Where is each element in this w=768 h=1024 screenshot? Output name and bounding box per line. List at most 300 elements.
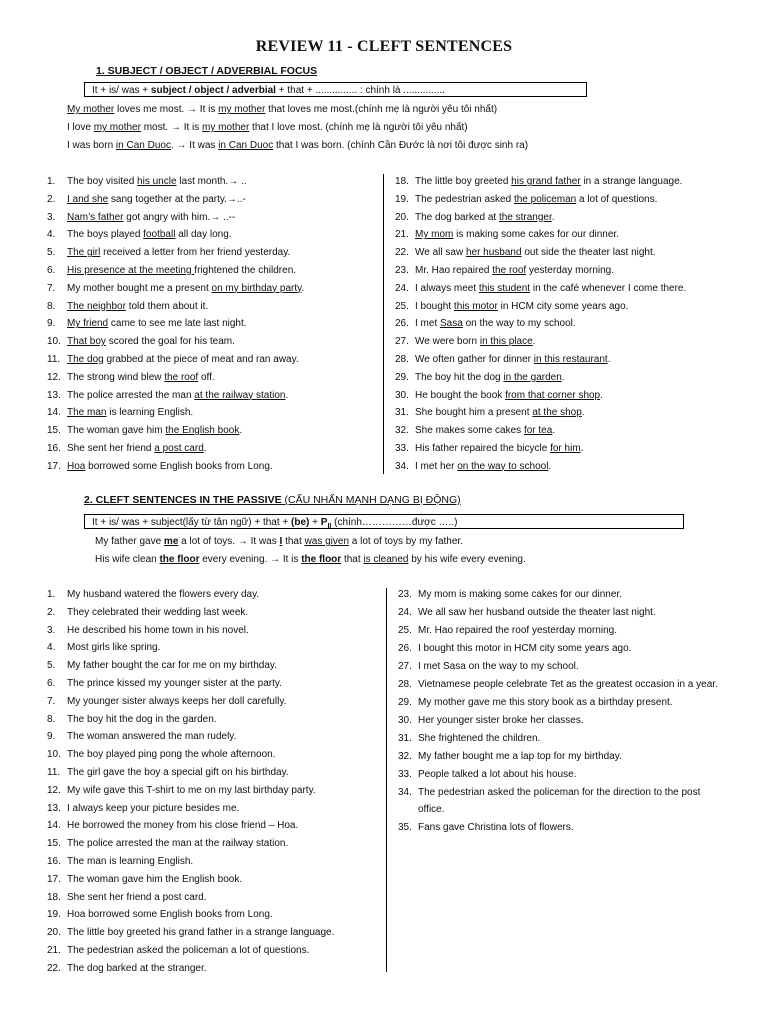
item-number: 29.: [395, 371, 409, 383]
exercise-item: [395, 440, 735, 458]
item-number: 15.: [47, 425, 61, 437]
item-text: The little boy greeted his grand father in a strange language.: [67, 927, 335, 939]
item-focus: I and she: [67, 193, 109, 205]
item-text: We all saw her husband outside the theater last night.: [418, 607, 656, 618]
ex-underline: my mother: [218, 104, 266, 115]
ex-text: I was born: [67, 140, 116, 151]
formula-focus: subject / object / adverbial: [150, 85, 276, 96]
formula-pii: [321, 517, 332, 528]
item-text: all day long.: [175, 229, 232, 241]
item-text: The boy hit the dog: [415, 371, 504, 383]
item-number: 11.: [47, 353, 61, 365]
item-number: 16.: [47, 855, 61, 867]
section2-heading: [84, 494, 461, 506]
ex-text: loves me most. → It is: [114, 104, 219, 115]
item-number: 30.: [398, 715, 412, 726]
example-3: [67, 139, 528, 153]
item-number: 28.: [398, 679, 412, 690]
section2-heading-note: (CẤU NHẤN MẠNH DẠNG BỊ ĐỘNG): [281, 494, 461, 506]
item-focus: for him: [550, 442, 581, 454]
exercise-item: [47, 728, 377, 746]
item-number: 10.: [47, 749, 61, 761]
item-text: My mother gave me this story book as a birthday present.: [418, 697, 673, 708]
exercise-item: [47, 458, 377, 476]
section1-heading: 1. SUBJECT / OBJECT / ADVERBIAL FOCUS: [96, 65, 318, 77]
item-number: 5.: [47, 660, 56, 672]
exercise-item: [47, 351, 377, 369]
item-focus: The neighbor: [67, 300, 126, 312]
item-number: 15.: [47, 838, 61, 850]
item-text: My husband watered the flowers every day.: [67, 589, 260, 600]
exercise-item: [398, 730, 738, 748]
item-text: My mom is making some cakes for our dinner.: [418, 589, 622, 600]
ex-text: that I was born. (chính Cần Đước là nơi tôi được sinh ra): [273, 140, 529, 151]
ex-underline: in Can Duoc: [115, 140, 171, 151]
item-number: 13.: [47, 389, 61, 401]
item-text: She makes some cakes: [415, 425, 524, 437]
exercise-item: [395, 298, 735, 316]
item-number: 8.: [47, 300, 56, 312]
item-text: His father repaired the bicycle: [415, 442, 551, 454]
item-number: 34.: [398, 787, 412, 798]
ex-underline: my mother: [202, 122, 250, 133]
item-text: We all saw: [415, 247, 466, 259]
exercise-item: [395, 422, 735, 440]
exercise-item: [47, 639, 377, 657]
item-number: 22.: [395, 247, 409, 259]
item-focus: the English book: [165, 425, 240, 437]
section1-right-list: [395, 173, 735, 476]
item-text: in HCM city some years ago.: [497, 300, 629, 312]
item-focus: his grand father: [511, 176, 581, 187]
item-text: The man is learning English.: [67, 855, 194, 867]
item-text: My father bought the car for me on my birthday.: [67, 660, 277, 672]
item-text: .: [607, 353, 611, 365]
ex-underline: my mother: [93, 122, 141, 133]
item-focus: Hoa: [67, 460, 86, 472]
formula-be: (be): [291, 517, 310, 528]
item-focus: My mom: [415, 229, 454, 241]
exercise-item: [47, 924, 377, 942]
item-number: 27.: [398, 661, 412, 672]
item-text: The woman gave him the English book.: [67, 873, 243, 885]
item-text: The pedestrian asked: [415, 193, 514, 205]
item-text: off.: [198, 371, 215, 383]
exercise-item: [47, 711, 377, 729]
item-number: 6.: [47, 677, 56, 689]
exercise-item: [398, 819, 738, 837]
item-text: received a letter from her friend yesterday.: [100, 247, 291, 259]
ex-text: I love: [67, 122, 94, 133]
item-focus: in this place: [479, 336, 533, 348]
item-text: grabbed at the piece of meat and ran away.: [103, 353, 299, 365]
item-focus: this motor: [453, 300, 498, 312]
item-number: 8.: [47, 713, 56, 725]
item-text: out side the theater last night.: [521, 247, 656, 259]
item-number: 7.: [47, 695, 56, 707]
item-text: My father bought me a lap top for my birthday.: [418, 751, 622, 762]
item-number: 10.: [47, 336, 61, 348]
ex-text: that: [341, 554, 364, 565]
exercise-item: [47, 906, 377, 924]
ex-text: that I love most. (chính mẹ là người tôi yêu nhất): [249, 122, 468, 133]
formula-part: It + is/ was + subject(lấy từ tân ngữ) + that +: [92, 517, 292, 528]
item-number: 26.: [395, 318, 409, 330]
item-focus: That boy: [67, 336, 106, 348]
exercise-item: [395, 262, 735, 280]
exercise-item: [395, 369, 735, 387]
item-number: 24.: [398, 607, 412, 618]
exercise-item: [47, 315, 377, 333]
item-text: The girl gave the boy a special gift on his birthday.: [67, 766, 289, 778]
ex-bold-underline: me: [163, 536, 179, 547]
ex-text: His wife clean: [95, 554, 160, 565]
item-text: .: [548, 460, 552, 472]
item-text: The prince kissed my younger sister at the party.: [67, 677, 282, 689]
item-text: He bought the book: [415, 389, 506, 401]
ex-text: by his wife every evening.: [408, 554, 526, 565]
item-text: Most girls like spring.: [67, 642, 161, 654]
item-text: The pedestrian asked the policeman a lot of questions.: [67, 944, 310, 956]
item-number: 20.: [395, 211, 409, 223]
exercise-item: [395, 458, 735, 476]
item-focus: football: [143, 229, 176, 241]
item-number: 21.: [47, 944, 61, 956]
exercise-item: [47, 333, 377, 351]
exercise-item: [47, 173, 377, 191]
item-text: She frightened the children.: [418, 733, 541, 744]
item-text: The police arrested the man: [67, 389, 195, 401]
item-text: We were born: [415, 336, 480, 348]
exercise-item: [47, 586, 377, 604]
item-text: I bought this motor in HCM city some years ago.: [418, 643, 632, 654]
item-number: 23.: [395, 264, 409, 276]
item-text: The pedestrian asked the policeman for the direction to the post office.: [418, 787, 701, 815]
exercise-item: [395, 280, 735, 298]
item-focus: His presence at the meeting: [67, 264, 195, 276]
item-text: I met Sasa on the way to my school.: [418, 661, 579, 672]
ex-text: that loves me most.(chính mẹ là người yêu tôi nhất): [265, 104, 498, 115]
item-focus: My friend: [67, 318, 109, 330]
example-1: [67, 103, 497, 117]
item-text: The boys played: [67, 229, 144, 241]
item-text: .: [581, 407, 585, 419]
item-focus: The girl: [67, 247, 101, 259]
item-text: sang together at the party.→..-: [108, 193, 246, 205]
item-focus: Sasa: [440, 318, 463, 330]
item-text: I met: [415, 318, 441, 330]
item-number: 22.: [47, 962, 61, 974]
item-number: 3.: [47, 624, 56, 636]
item-text: Mr. Hao repaired: [415, 264, 493, 276]
item-text: I always keep your picture besides me.: [67, 802, 240, 814]
section2-left-list: [47, 586, 377, 978]
item-number: 11.: [47, 766, 61, 778]
item-number: 7.: [47, 282, 56, 294]
ex-text: most. → It is: [140, 122, 203, 133]
item-number: 20.: [47, 927, 61, 939]
exercise-item: [395, 226, 735, 244]
item-number: 17.: [47, 460, 61, 472]
exercise-item: [398, 586, 738, 604]
item-text: .: [580, 442, 584, 454]
item-focus: the roof: [164, 371, 199, 383]
item-number: 17.: [47, 873, 61, 885]
item-number: 24.: [395, 282, 409, 294]
item-text: The little boy greeted: [415, 176, 512, 187]
section2-right-list: [398, 586, 738, 837]
item-number: 33.: [395, 442, 409, 454]
item-number: 1.: [47, 176, 56, 187]
formula-part: +: [309, 517, 321, 528]
column-divider: [383, 174, 384, 474]
exercise-item: [47, 404, 377, 422]
item-number: 28.: [395, 353, 409, 365]
exercise-item: [47, 280, 377, 298]
exercise-item: [47, 657, 377, 675]
item-text: The dog barked at: [415, 211, 499, 223]
exercise-item: [395, 191, 735, 209]
ex-text: . → It was: [170, 140, 219, 151]
exercise-item: [47, 853, 377, 871]
item-number: 6.: [47, 264, 56, 276]
ex-underline: is cleaned: [363, 554, 409, 565]
item-text: Fans gave Christina lots of flowers.: [418, 822, 574, 833]
item-text: I always meet: [415, 282, 479, 294]
item-number: 13.: [47, 802, 61, 814]
formula-part: + that + ............... : chính là ...............: [275, 85, 445, 96]
item-text: I met her: [415, 460, 458, 472]
item-focus: the policeman: [513, 193, 577, 205]
item-focus: The man: [67, 407, 107, 419]
exercise-item: [398, 784, 718, 819]
section2-heading-title: 2. CLEFT SENTENCES IN THE PASSIVE: [84, 494, 282, 506]
exercise-item: [395, 387, 735, 405]
item-number: 9.: [47, 318, 56, 330]
item-number: 2.: [47, 606, 56, 618]
item-text: .: [203, 442, 207, 454]
item-focus: at the shop: [532, 407, 582, 419]
item-text: .: [600, 389, 603, 401]
item-text: frightened the children.: [194, 264, 297, 276]
item-number: 4.: [47, 229, 56, 241]
passive-example-2: [95, 553, 526, 567]
example-2: [67, 121, 468, 135]
item-text: is making some cakes for our dinner.: [453, 229, 619, 241]
item-text: in a strange language.: [580, 176, 683, 187]
item-text: My wife gave this T-shirt to me on my last birthday party.: [67, 784, 316, 796]
item-text: She bought him a present: [415, 407, 533, 419]
column-divider: [386, 588, 387, 972]
ex-underline: was given: [304, 536, 350, 547]
exercise-item: [47, 440, 377, 458]
item-focus: The dog: [67, 353, 104, 365]
exercise-item: [47, 262, 377, 280]
ex-underline: My mother: [67, 104, 115, 115]
item-number: 21.: [395, 229, 409, 241]
item-text: I bought: [415, 300, 454, 312]
item-number: 35.: [398, 822, 412, 833]
item-number: 27.: [395, 336, 409, 348]
exercise-item: [47, 835, 377, 853]
exercise-item: [47, 960, 377, 978]
item-text: The dog barked at the stranger.: [67, 962, 207, 974]
item-text: Hoa borrowed some English books from Long.: [67, 909, 273, 921]
exercise-item: [47, 764, 377, 782]
item-number: 25.: [398, 625, 412, 636]
ex-text: that: [282, 536, 305, 547]
item-text: People talked a lot about his house.: [418, 769, 577, 780]
item-text: .: [561, 371, 565, 383]
item-focus: from that corner shop: [505, 389, 601, 401]
exercise-item: [47, 942, 377, 960]
item-text: The police arrested the man at the railway station.: [67, 838, 289, 850]
exercise-item: [47, 209, 377, 227]
exercise-item: [395, 209, 735, 227]
exercise-item: [398, 622, 738, 640]
item-text: .: [532, 336, 536, 348]
exercise-item: [47, 675, 377, 693]
item-number: 4.: [47, 642, 56, 654]
exercise-item: [47, 244, 377, 262]
item-number: 3.: [47, 211, 56, 223]
item-focus: for tea: [523, 425, 553, 437]
item-text: .: [285, 389, 289, 401]
item-text: She sent her friend: [67, 442, 155, 454]
item-text: told them about it.: [125, 300, 209, 312]
item-text: Vietnamese people celebrate Tet as the greatest occasion in a year.: [418, 679, 718, 690]
ex-text: every evening. → It is: [199, 554, 302, 565]
item-text: got angry with him.→ ..--: [123, 211, 236, 223]
item-text: came to see me late last night.: [108, 318, 247, 330]
item-number: 23.: [398, 589, 412, 600]
item-number: 12.: [47, 371, 61, 383]
item-focus: at the railway station: [194, 389, 286, 401]
ex-underline: in Can Duoc: [218, 140, 274, 151]
exercise-item: [395, 333, 735, 351]
exercise-item: [398, 604, 738, 622]
exercise-item: [47, 622, 377, 640]
item-focus: in this restaurant: [533, 353, 608, 365]
section2-formula: [84, 514, 684, 529]
item-text: a lot of questions.: [576, 193, 658, 205]
exercise-item: [47, 693, 377, 711]
item-number: 32.: [398, 751, 412, 762]
item-text: on the way to my school.: [462, 318, 576, 330]
exercise-item: [47, 422, 377, 440]
item-number: 31.: [395, 407, 409, 419]
item-text: Her younger sister broke her classes.: [418, 715, 584, 726]
ex-text: a lot of toys. → It was: [178, 536, 280, 547]
exercise-item: [47, 298, 377, 316]
item-text: She sent her friend a post card.: [67, 891, 207, 903]
exercise-item: [47, 369, 377, 387]
exercise-item: [47, 817, 377, 835]
item-text: The strong wind blew: [67, 371, 165, 383]
item-number: 25.: [395, 300, 409, 312]
exercise-item: [398, 766, 738, 784]
exercise-item: [47, 604, 377, 622]
exercise-item: [395, 404, 735, 422]
item-number: 18.: [47, 891, 61, 903]
item-number: 30.: [395, 389, 409, 401]
formula-part: (chính……………được …..): [331, 517, 458, 528]
item-focus: this student: [478, 282, 531, 294]
item-text: The woman answered the man rudely.: [67, 731, 237, 743]
item-number: 29.: [398, 697, 412, 708]
ex-bold-underline: the floor: [301, 554, 342, 565]
item-text: The boy visited: [67, 176, 138, 187]
ex-bold-underline: I: [279, 536, 283, 547]
item-number: 1.: [47, 589, 56, 600]
item-number: 14.: [47, 820, 61, 832]
item-focus: a post card: [154, 442, 204, 454]
item-number: 19.: [47, 909, 61, 921]
exercise-item: [395, 173, 735, 191]
item-number: 16.: [47, 442, 61, 454]
ex-text: My father gave: [95, 536, 164, 547]
item-number: 32.: [395, 425, 409, 437]
exercise-item: [47, 782, 377, 800]
item-text: He described his home town in his novel.: [67, 624, 249, 636]
item-focus: on my birthday party: [211, 282, 302, 294]
item-focus: on the way to school: [457, 460, 549, 472]
item-number: 31.: [398, 733, 412, 744]
ex-text: a lot of toys by my father.: [349, 536, 463, 547]
section1-left-list: [47, 173, 377, 476]
exercise-item: [395, 351, 735, 369]
section1-formula: [84, 82, 587, 97]
item-text: My mother bought me a present: [67, 282, 212, 294]
item-text: The boy played ping pong the whole afternoon.: [67, 749, 276, 761]
item-text: .: [552, 425, 556, 437]
item-number: 19.: [395, 193, 409, 205]
item-number: 34.: [395, 460, 409, 472]
item-focus: the stranger: [498, 211, 552, 223]
item-number: 33.: [398, 769, 412, 780]
item-text: in the café whenever I come there.: [530, 282, 687, 294]
item-number: 2.: [47, 193, 56, 205]
item-text: is learning English.: [106, 407, 194, 419]
item-number: 12.: [47, 784, 61, 796]
exercise-item: [47, 871, 377, 889]
item-number: 26.: [398, 643, 412, 654]
item-focus: her husband: [465, 247, 522, 259]
item-text: They celebrated their wedding last week.: [67, 606, 249, 618]
page-title: REVIEW 11 - CLEFT SENTENCES: [255, 38, 513, 55]
item-text: .: [551, 211, 555, 223]
exercise-item: [47, 226, 377, 244]
item-focus: in the garden: [503, 371, 562, 383]
exercise-item: [398, 658, 738, 676]
item-focus: the roof: [492, 264, 527, 276]
ex-bold-underline: the floor: [159, 554, 200, 565]
exercise-item: [395, 315, 735, 333]
exercise-item: [395, 244, 735, 262]
item-text: last month.→ ..: [176, 176, 247, 187]
exercise-item: [47, 889, 377, 907]
formula-p: P: [320, 517, 328, 528]
item-focus: his uncle: [137, 176, 177, 187]
exercise-item: [47, 800, 377, 818]
item-text: yesterday morning.: [526, 264, 615, 276]
item-number: 9.: [47, 731, 56, 743]
exercise-item: [398, 640, 738, 658]
exercise-item: [398, 748, 738, 766]
item-text: .: [239, 425, 243, 437]
item-number: 14.: [47, 407, 61, 419]
item-text: borrowed some English books from Long.: [85, 460, 273, 472]
